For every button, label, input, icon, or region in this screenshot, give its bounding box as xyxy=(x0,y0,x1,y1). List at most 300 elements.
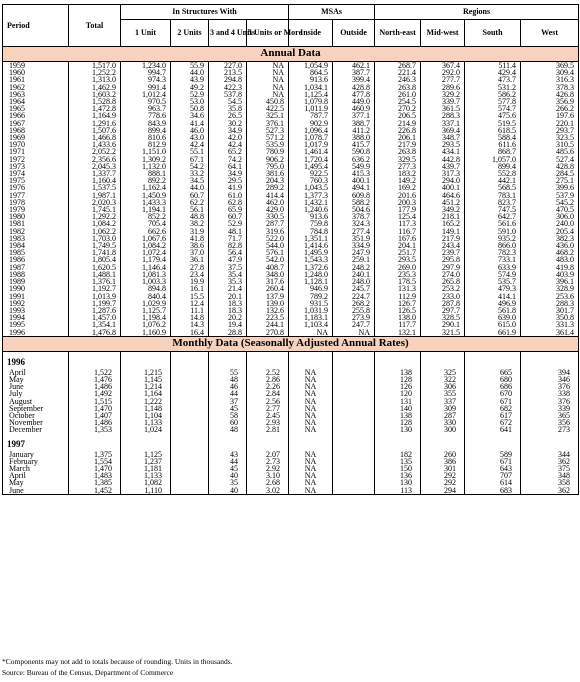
units5plus-cell: 2.26 xyxy=(247,383,289,390)
outside-cell: 224.7 xyxy=(333,293,375,300)
midwest-cell: 330 xyxy=(421,419,465,426)
units2-cell: 60.7 xyxy=(171,192,209,199)
midwest-cell: 348.7 xyxy=(421,134,465,141)
south-cell: 707 xyxy=(465,472,521,479)
south-cell: 671 xyxy=(465,398,521,405)
monthly-row xyxy=(3,465,579,472)
units2-cell: 62.2 xyxy=(171,199,209,206)
units3-4-cell: 55 xyxy=(209,369,247,376)
units5plus-cell: 408.7 xyxy=(247,264,289,271)
empty-cell xyxy=(247,439,289,451)
northeast-cell: 251.7 xyxy=(375,249,421,256)
total-cell: 1,620.5 xyxy=(69,264,121,271)
outside-cell xyxy=(333,405,375,412)
total-cell: 1,470 xyxy=(69,465,121,472)
midwest-cell: 288.3 xyxy=(421,112,465,119)
period-cell: 1980 xyxy=(3,213,69,220)
units3-4-cell: 45 xyxy=(209,465,247,472)
inside-cell: 1,031.9 xyxy=(289,307,333,314)
unit1-cell: 963.7 xyxy=(121,105,171,112)
unit1-cell: 1,194.1 xyxy=(121,206,171,213)
midwest-cell: 253.2 xyxy=(421,285,465,292)
units5plus-cell: 542.0 xyxy=(247,256,289,263)
south-cell: 442.1 xyxy=(465,177,521,184)
footnote-source: Source: Bureau of the Census, Department of Commerce xyxy=(2,668,174,677)
south-cell: 670 xyxy=(465,390,521,397)
midwest-cell: 233.0 xyxy=(421,293,465,300)
units3-4-cell: 41.9 xyxy=(209,184,247,191)
outside-cell: 377.1 xyxy=(333,112,375,119)
total-cell: 1,287.6 xyxy=(69,307,121,314)
monthly-section xyxy=(3,336,579,494)
units5plus-cell: 2.07 xyxy=(247,451,289,458)
period-cell: 1966 xyxy=(3,112,69,119)
south-cell: 671 xyxy=(465,458,521,465)
total-cell: 1,462.9 xyxy=(69,84,121,91)
south-cell: 866.0 xyxy=(465,242,521,249)
outside-cell: 609.8 xyxy=(333,192,375,199)
monthly-row xyxy=(3,451,579,458)
outside-cell: 378.7 xyxy=(333,213,375,220)
units2-cell: 23.4 xyxy=(171,271,209,278)
period-cell: May xyxy=(3,376,69,383)
empty-cell xyxy=(333,357,375,369)
units5plus-cell: 2.84 xyxy=(247,390,289,397)
northeast-cell: 270.2 xyxy=(375,105,421,112)
south-cell: 574.9 xyxy=(465,271,521,278)
period-cell: 1974 xyxy=(3,170,69,177)
annual-row xyxy=(3,69,579,76)
unit1-cell: 1,450.9 xyxy=(121,192,171,199)
total-cell: 1,554 xyxy=(69,458,121,465)
northeast-cell: 277.3 xyxy=(375,163,421,170)
inside-cell: NA xyxy=(289,458,333,465)
units5plus-cell: 244.1 xyxy=(247,321,289,328)
total-cell: 1,292.2 xyxy=(69,213,121,220)
northeast-cell: 293.5 xyxy=(375,256,421,263)
south-cell: 641 xyxy=(465,426,521,433)
units5plus-cell: 3.02 xyxy=(247,487,289,495)
inside-cell: 1,414.6 xyxy=(289,242,333,249)
west-cell: 275.1 xyxy=(521,177,579,184)
outside-cell xyxy=(333,472,375,479)
total-cell: 1,452 xyxy=(69,487,121,495)
inside-cell: NA xyxy=(289,405,333,412)
south-cell: 589 xyxy=(465,451,521,458)
northeast-cell: 150 xyxy=(375,465,421,472)
empty-cell xyxy=(521,357,579,369)
outside-cell: 268.2 xyxy=(333,300,375,307)
units2-cell: 36.1 xyxy=(171,256,209,263)
units2-cell: 27.8 xyxy=(171,264,209,271)
south-cell: 475.6 xyxy=(465,112,521,119)
units2-cell xyxy=(171,412,209,419)
unit1-cell: 1,076.2 xyxy=(121,321,171,328)
units3-4-cell: 35.3 xyxy=(209,278,247,285)
annual-row xyxy=(3,177,579,184)
south-cell: 535.7 xyxy=(465,278,521,285)
units3-4-cell: 34.9 xyxy=(209,127,247,134)
west-cell: 362 xyxy=(521,458,579,465)
units3-4-cell: 28.8 xyxy=(209,329,247,337)
south-cell: 633.9 xyxy=(465,264,521,271)
period-cell: 1995 xyxy=(3,321,69,328)
units5plus-cell: 381.6 xyxy=(247,170,289,177)
outside-cell: 240.1 xyxy=(333,271,375,278)
west-cell: 273 xyxy=(521,426,579,433)
midwest-cell: 297.9 xyxy=(421,264,465,271)
units2-cell: 38.2 xyxy=(171,220,209,227)
midwest-cell: 294.0 xyxy=(421,177,465,184)
total-cell: 1,199.7 xyxy=(69,300,121,307)
period-cell: 1981 xyxy=(3,220,69,227)
outside-cell: 351.9 xyxy=(333,235,375,242)
units5plus-cell: 2.73 xyxy=(247,458,289,465)
empty-cell xyxy=(521,439,579,451)
units2-cell: 44.0 xyxy=(171,69,209,76)
units3-4-cell: 26.5 xyxy=(209,112,247,119)
outside-cell: 399.4 xyxy=(333,76,375,83)
inside-cell: 789.2 xyxy=(289,293,333,300)
units3-4-cell: 42.4 xyxy=(209,141,247,148)
units2-cell xyxy=(171,472,209,479)
year-label: 1997 xyxy=(3,439,69,451)
total-cell: 1,457.0 xyxy=(69,314,121,321)
outside-cell: 477.8 xyxy=(333,91,375,98)
units3-4-cell: 44 xyxy=(209,458,247,465)
annual-row xyxy=(3,314,579,321)
outside-cell: 387.7 xyxy=(333,69,375,76)
units3-4-cell: 20.1 xyxy=(209,293,247,300)
units3-4-cell: 60.7 xyxy=(209,213,247,220)
total-cell: 2,020.3 xyxy=(69,199,121,206)
annual-row xyxy=(3,307,579,314)
units3-4-cell: 40 xyxy=(209,472,247,479)
west-cell: 346 xyxy=(521,376,579,383)
period-cell: 1985 xyxy=(3,249,69,256)
units2-cell xyxy=(171,487,209,495)
inside-cell: 1,078.7 xyxy=(289,134,333,141)
total-cell: 1,376.1 xyxy=(69,278,121,285)
northeast-cell: 128 xyxy=(375,419,421,426)
outside-cell xyxy=(333,369,375,376)
period-cell: 1963 xyxy=(3,91,69,98)
northeast-cell: 125.4 xyxy=(375,213,421,220)
units3-4-cell: 65.2 xyxy=(209,148,247,155)
inside-cell: 1,377.3 xyxy=(289,192,333,199)
midwest-cell: 292 xyxy=(421,472,465,479)
unit1-cell: 705.4 xyxy=(121,220,171,227)
annual-row xyxy=(3,329,579,337)
total-cell: 1,987.1 xyxy=(69,192,121,199)
midwest-cell: 317.3 xyxy=(421,170,465,177)
midwest-cell: 325 xyxy=(421,369,465,376)
units2-cell: 38.6 xyxy=(171,242,209,249)
unit1-cell: 1,160.9 xyxy=(121,329,171,337)
west-cell: 485.6 xyxy=(521,148,579,155)
west-cell: 537.9 xyxy=(521,192,579,199)
period-cell: April xyxy=(3,472,69,479)
northeast-cell: 120 xyxy=(375,390,421,397)
northeast-cell: 112.9 xyxy=(375,293,421,300)
outside-cell: 588.2 xyxy=(333,199,375,206)
outside-cell: 388.0 xyxy=(333,134,375,141)
total-cell: 1,291.6 xyxy=(69,120,121,127)
unit1-cell: 892.2 xyxy=(121,177,171,184)
south-cell: 414.1 xyxy=(465,293,521,300)
empty-cell xyxy=(465,357,521,369)
units5plus-cell: 325.1 xyxy=(247,112,289,119)
northeast-cell: 149.2 xyxy=(375,177,421,184)
unit1-cell: 1,214 xyxy=(121,383,171,390)
units2-header: 2 Units xyxy=(171,20,209,47)
south-cell: 519.5 xyxy=(465,120,521,127)
units2-cell: 41.4 xyxy=(171,120,209,127)
units3-4-cell: 45 xyxy=(209,405,247,412)
annual-row xyxy=(3,163,579,170)
units5plus-cell: 544.0 xyxy=(247,242,289,249)
inside-cell: 784.8 xyxy=(289,228,333,235)
units2-cell: 44.0 xyxy=(171,184,209,191)
total-cell: 1,528.8 xyxy=(69,98,121,105)
period-cell: 1961 xyxy=(3,76,69,83)
inside-cell: 931.5 xyxy=(289,300,333,307)
empty-cell xyxy=(289,439,333,451)
northeast-cell: 246.3 xyxy=(375,76,421,83)
annual-row xyxy=(3,127,579,134)
south-cell: 611.6 xyxy=(465,141,521,148)
units3-4-cell: 422.3 xyxy=(209,84,247,91)
units3-4-cell: 34.9 xyxy=(209,170,247,177)
annual-row xyxy=(3,278,579,285)
units2-cell: 16.1 xyxy=(171,285,209,292)
monthly-row xyxy=(3,426,579,433)
unit1-cell: 1,179.4 xyxy=(121,256,171,263)
units5plus-cell: 576.1 xyxy=(247,249,289,256)
west-cell: 378.3 xyxy=(521,84,579,91)
west-cell: 356.9 xyxy=(521,98,579,105)
west-cell: 328.9 xyxy=(521,285,579,292)
total-cell: 1,160.4 xyxy=(69,177,121,184)
outside-cell: 255.8 xyxy=(333,307,375,314)
inside-cell: 1,372.6 xyxy=(289,264,333,271)
units5plus-cell: 137.9 xyxy=(247,293,289,300)
inside-cell: 787.7 xyxy=(289,112,333,119)
units3-4-cell: 227.0 xyxy=(209,62,247,70)
units3-4-cell: 54.5 xyxy=(209,98,247,105)
unit1-cell: 843.9 xyxy=(121,120,171,127)
units5plus-cell: 204.3 xyxy=(247,177,289,184)
west-cell: 197.6 xyxy=(521,112,579,119)
total-cell: 1,603.2 xyxy=(69,91,121,98)
units2-cell xyxy=(171,465,209,472)
northeast-cell: 263.8 xyxy=(375,84,421,91)
outside-cell xyxy=(333,383,375,390)
midwest-cell: 361.5 xyxy=(421,105,465,112)
units2-cell: 14.8 xyxy=(171,314,209,321)
west-cell: 344 xyxy=(521,451,579,458)
south-cell: 586.2 xyxy=(465,91,521,98)
west-cell: 376 xyxy=(521,383,579,390)
northeast-cell: 268.7 xyxy=(375,62,421,70)
midwest-cell: 451.2 xyxy=(421,199,465,206)
monthly-row xyxy=(3,458,579,465)
inside-cell: 1,125.4 xyxy=(289,91,333,98)
west-cell: 358 xyxy=(521,479,579,486)
west-cell: 266.2 xyxy=(521,105,579,112)
midwest-cell: 297.7 xyxy=(421,307,465,314)
period-cell: 1975 xyxy=(3,177,69,184)
outside-cell xyxy=(333,451,375,458)
total-cell: 1,433.6 xyxy=(69,141,121,148)
midwest-cell: 287.8 xyxy=(421,300,465,307)
period-cell: 1994 xyxy=(3,314,69,321)
units2-cell: 12.4 xyxy=(171,300,209,307)
empty-cell xyxy=(69,439,121,451)
monthly-row xyxy=(3,383,579,390)
total-cell: 1,492 xyxy=(69,390,121,397)
inside-cell: 1,054.9 xyxy=(289,62,333,70)
units2-cell: 50.8 xyxy=(171,105,209,112)
monthly-row xyxy=(3,479,579,486)
south-cell: 577.8 xyxy=(465,98,521,105)
units2-cell xyxy=(171,405,209,412)
annual-row xyxy=(3,235,579,242)
empty-cell xyxy=(171,357,209,369)
period-cell: 1969 xyxy=(3,134,69,141)
units2-cell: 55.1 xyxy=(171,148,209,155)
northeast-cell: 130 xyxy=(375,479,421,486)
units5plus-cell: 2.52 xyxy=(247,369,289,376)
northeast-cell: 113 xyxy=(375,487,421,495)
unit1-cell: 1,145 xyxy=(121,376,171,383)
west-cell: 205.4 xyxy=(521,228,579,235)
annual-row xyxy=(3,220,579,227)
south-cell: 614 xyxy=(465,479,521,486)
west-cell: 309.4 xyxy=(521,69,579,76)
units2-cell: 52.9 xyxy=(171,91,209,98)
outside-cell: 245.7 xyxy=(333,285,375,292)
units2-cell: 56.1 xyxy=(171,206,209,213)
empty-cell xyxy=(375,439,421,451)
unit1-cell: 1,084.2 xyxy=(121,242,171,249)
monthly-row xyxy=(3,390,579,397)
units3-4-cell: 42.0 xyxy=(209,134,247,141)
midwest-cell: 400.1 xyxy=(421,184,465,191)
outside-cell: 388.7 xyxy=(333,120,375,127)
northeast-cell: 126.7 xyxy=(375,300,421,307)
inside-cell: 1,096.4 xyxy=(289,127,333,134)
housing-starts-table xyxy=(2,4,579,495)
annual-row xyxy=(3,156,579,163)
units3-4-cell: 48 xyxy=(209,376,247,383)
outside-cell: 460.9 xyxy=(333,105,375,112)
total-cell: 1,486 xyxy=(69,383,121,390)
midwest-cell: 295.8 xyxy=(421,256,465,263)
west-cell: 220.1 xyxy=(521,120,579,127)
total-cell: 1,486 xyxy=(69,419,121,426)
units2-cell: 34.5 xyxy=(171,177,209,184)
outside-header: Outside xyxy=(333,20,375,47)
total-cell: 1,741.8 xyxy=(69,249,121,256)
inside-cell: 760.3 xyxy=(289,177,333,184)
unit1-cell: 1,132.0 xyxy=(121,163,171,170)
outside-cell: 590.8 xyxy=(333,148,375,155)
empty-cell xyxy=(465,439,521,451)
units2-cell: 49.2 xyxy=(171,84,209,91)
period-cell: 1972 xyxy=(3,156,69,163)
period-cell: 1989 xyxy=(3,278,69,285)
period-cell: 1993 xyxy=(3,307,69,314)
outside-cell: 247.7 xyxy=(333,321,375,328)
units5plus-cell: 330.5 xyxy=(247,213,289,220)
inside-cell: 1,034.1 xyxy=(289,84,333,91)
west-cell: 240.0 xyxy=(521,220,579,227)
units3-4-cell: 46 xyxy=(209,383,247,390)
midwest-cell: 321.5 xyxy=(421,329,465,337)
northeast-cell: 182 xyxy=(375,451,421,458)
period-cell: 1964 xyxy=(3,98,69,105)
unit1-cell: 1,215 xyxy=(121,369,171,376)
south-cell: 823.7 xyxy=(465,199,521,206)
annual-row xyxy=(3,285,579,292)
period-cell: May xyxy=(3,479,69,486)
northeast-cell: 140 xyxy=(375,405,421,412)
annual-row xyxy=(3,300,579,307)
south-cell: 615.0 xyxy=(465,321,521,328)
units3-4-cell: 43 xyxy=(209,451,247,458)
northeast-cell: 263.8 xyxy=(375,148,421,155)
units2-cell xyxy=(171,419,209,426)
annual-row xyxy=(3,184,579,191)
west-cell: 323.5 xyxy=(521,134,579,141)
inside-cell: 1,017.9 xyxy=(289,141,333,148)
annual-row xyxy=(3,199,579,206)
northeast-cell: 269.0 xyxy=(375,264,421,271)
inside-cell: NA xyxy=(289,390,333,397)
west-cell: 350.8 xyxy=(521,314,579,321)
units2-cell: 16.4 xyxy=(171,329,209,337)
inside-cell: NA xyxy=(289,419,333,426)
midwest-cell: 260 xyxy=(421,451,465,458)
south-cell: 642.7 xyxy=(465,213,521,220)
total-cell: 1,192.7 xyxy=(69,285,121,292)
midwest-cell: 239.7 xyxy=(421,249,465,256)
northeast-cell: 177.9 xyxy=(375,206,421,213)
northeast-cell: 131 xyxy=(375,398,421,405)
outside-cell: 494.1 xyxy=(333,184,375,191)
south-cell: 496.9 xyxy=(465,300,521,307)
total-cell: 1,375 xyxy=(69,451,121,458)
south-cell: 783.1 xyxy=(465,192,521,199)
period-cell: 1990 xyxy=(3,285,69,292)
midwest-cell: 337 xyxy=(421,398,465,405)
west-cell: 419.8 xyxy=(521,264,579,271)
unit1-cell: 812.9 xyxy=(121,141,171,148)
total-cell: 1,488.1 xyxy=(69,271,121,278)
total-header: Total xyxy=(69,5,121,47)
units3-4-cell: 35 xyxy=(209,479,247,486)
south-cell: 473.7 xyxy=(465,76,521,83)
units2-cell: 11.1 xyxy=(171,307,209,314)
total-cell: 1,515 xyxy=(69,398,121,405)
outside-cell: 248.0 xyxy=(333,278,375,285)
south-cell: 682 xyxy=(465,405,521,412)
period-cell: August xyxy=(3,398,69,405)
total-cell: 1,062.2 xyxy=(69,228,121,235)
south-cell: 552.8 xyxy=(465,170,521,177)
midwest-cell: 328.5 xyxy=(421,314,465,321)
